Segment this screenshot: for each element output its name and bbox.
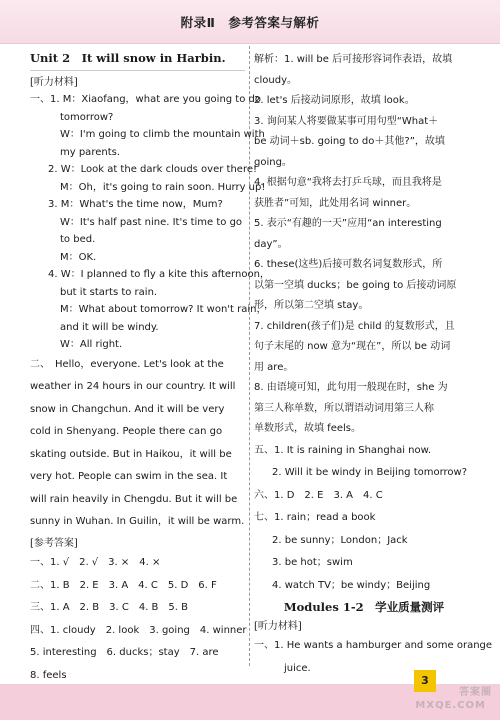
dialogue-line: 一、1. M：Xiaofang，what are you going to do <box>30 94 261 105</box>
dialogue-line: my parents. <box>60 146 121 158</box>
unit-title: Unit 2 It will snow in Harbin. <box>30 51 226 65</box>
answer-line: 七、1. rain；read a book <box>254 512 376 523</box>
dialogue-line: tomorrow? <box>60 111 114 123</box>
explanation-line: cloudy。 <box>254 74 297 86</box>
page-header <box>0 0 500 44</box>
watermark-logo: 答案圈 <box>459 687 492 698</box>
answer-line: 一、1. √ 2. √ 3. × 4. × <box>30 557 161 568</box>
explanation-line: going。 <box>254 156 292 168</box>
explanation-block <box>254 50 474 440</box>
dialogue-line: 4. W：I planned to fly a kite this afternoon， <box>48 269 270 280</box>
modules-title: Modules 1-2 学业质量测评 <box>283 600 445 614</box>
title-rule <box>30 70 245 71</box>
paragraph-line: weather in 24 hours in our country. It will <box>30 381 236 392</box>
dialogue-line: W：It's half past nine. It's time to go <box>60 216 243 228</box>
paragraph-line: snow in Changchun. And it will be very <box>30 403 225 415</box>
listening-section-1 <box>30 91 270 354</box>
explanation-line: 用 are。 <box>254 361 294 373</box>
answer-line: 四、1. cloudy 2. look 3. going 4. winner <box>30 624 247 636</box>
dialogue-line: juice. <box>284 662 311 674</box>
explanation-line: 3. 询问某人将要做某事可用句型“What＋ <box>254 115 439 127</box>
explanation-line: 句子末尾的 now 意为“现在”，所以 be 动词 <box>254 341 451 352</box>
answer-line: 3. be hot；swim <box>272 557 353 568</box>
answer-list <box>30 552 245 687</box>
explanation-line: 4. 根据句意“我将去打乒乓球，而且我将是 <box>254 177 442 188</box>
header-title: 附录Ⅱ 参考答案与解析 <box>180 15 320 30</box>
explanation-line: 6. these(这些)后接可数名词复数形式，所 <box>254 259 443 270</box>
answer-line: 4. watch TV；be windy；Beijing <box>272 579 431 591</box>
modules-listening-label: [听力材料] <box>254 620 302 632</box>
answer-line: 六、1. D 2. E 3. A 4. C <box>254 489 383 501</box>
listening-label: [听力材料] <box>30 76 78 88</box>
dialogue-line: 2. W：Look at the dark clouds over there! <box>48 164 257 175</box>
dialogue-line: W：All right. <box>60 339 123 350</box>
explanation-line: 第三人称单数，所以谓语动词用第三人称 <box>254 402 434 414</box>
explanation-line: 5. 表示“有趣的一天”应用“an interesting <box>254 218 442 229</box>
paragraph-line: will rain heavily in Chengdu. But it will be <box>30 493 238 505</box>
dialogue-line: 3. M：What's the time now，Mum? <box>48 199 223 210</box>
dialogue-line: and it will be windy. <box>60 321 159 333</box>
answer-line: 2. be sunny；London；Jack <box>272 534 408 546</box>
explanation-line: day”。 <box>254 238 288 250</box>
more-answers <box>254 440 474 598</box>
dialogue-line: W：I'm going to climb the mountain with <box>60 129 265 140</box>
explanation-line: 单数形式，故填 feels。 <box>254 423 361 434</box>
dialogue-line: but it starts to rain. <box>60 286 158 298</box>
explanation-line: 7. children(孩子们)是 child 的复数形式，且 <box>254 320 455 332</box>
answers-label: [参考答案] <box>30 537 78 549</box>
paragraph-line: cold in Shenyang. People there can go <box>30 426 223 437</box>
explanation-line: be 动词＋sb. going to do＋其他?”，故填 <box>254 136 445 147</box>
paragraph-line: 二、 Hello，everyone. Let's look at the <box>30 358 224 370</box>
explanation-line: 2. let's 后接动词原形，故填 look。 <box>254 95 415 106</box>
answer-line: 五、1. It is raining in Shanghai now. <box>254 444 432 456</box>
answer-line: 8. feels <box>30 669 67 681</box>
dialogue-line: to bed. <box>60 234 96 245</box>
watermark-url: MXQE.COM <box>415 700 486 711</box>
answer-line: 三、1. A 2. B 3. C 4. B 5. B <box>30 602 189 613</box>
explanation-line: 获胜者”可知，此处用名词 winner。 <box>254 197 417 209</box>
listening-section-2 <box>30 354 245 534</box>
paragraph-line: skating outside. But in Haikou，it will be <box>30 448 232 460</box>
explanation-line: 以第一空填 ducks；be going to 后接动词原 <box>254 279 457 291</box>
explanation-line: 形，所以第二空填 stay。 <box>254 300 369 311</box>
dialogue-line: M：What about tomorrow? It won't rain， <box>60 304 267 315</box>
paragraph-line: very hot. People can swim in the sea. It <box>30 471 228 482</box>
dialogue-line: M：Oh，it's going to rain soon. Hurry up! <box>60 181 266 193</box>
answer-line: 二、1. B 2. E 3. A 4. C 5. D 6. F <box>30 579 217 591</box>
answer-line: 5. interesting 6. ducks；stay 7. are <box>30 647 219 658</box>
dialogue-line: 一、1. He wants a hamburger and some orange <box>254 640 493 651</box>
page-number: 3 <box>414 670 436 692</box>
left-column <box>30 50 270 687</box>
explanation-line: 解析：1. will be 后可接形容词作表语，故填 <box>254 54 453 65</box>
paragraph-line: sunny in Wuhan. In Guilin，it will be warm. <box>30 516 245 527</box>
answer-line: 2. Will it be windy in Beijing tomorrow? <box>272 467 468 478</box>
explanation-line: 8. 由语境可知，此句用一般现在时，she 为 <box>254 382 448 393</box>
dialogue-line: M：OK. <box>60 251 97 263</box>
